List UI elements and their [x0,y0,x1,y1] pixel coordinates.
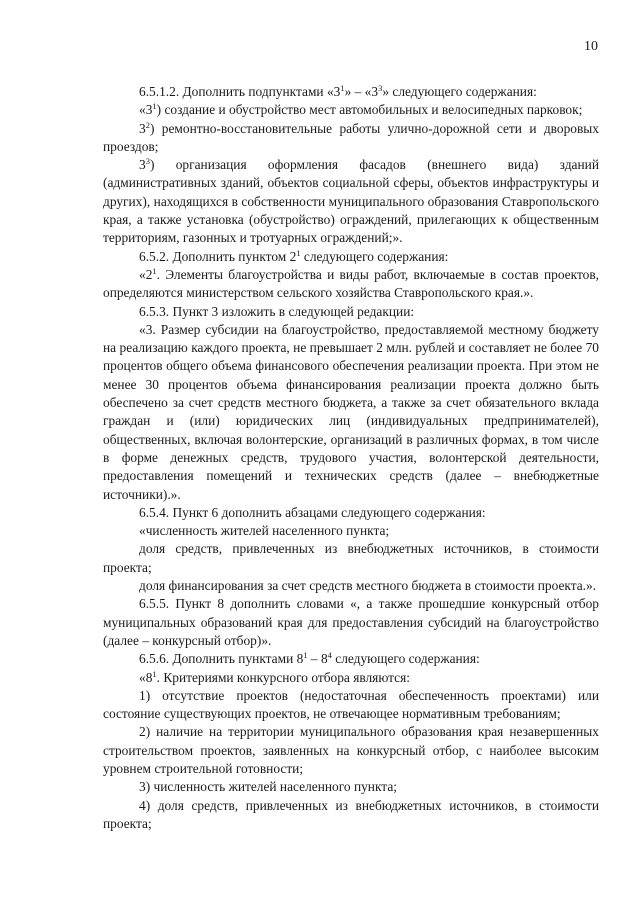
text-run: » – «3 [344,84,379,99]
superscript: 3 [145,156,150,167]
text-run: «3. Размер субсидии на благоустройство, предоставляемой местному бюджету на реализацию каждого проекта, не превышает 2 млн. рублей и составляет не более 70 процентов общего объема финансового обеспечения реализации проекта. При этом не менее 30 процентов объема финансирования реализации проекта должно быть обеспечено за счет средств местного бюджета, а также за счет обязательного вклада граждан и (или) юридических лиц (индивидуальных предпринимателей), общественных, включая волонтерские, организаций в различных формах, в том числе в форме денежных средств, трудового участия, волонтерской деятельности, предоставления помещений и технических средств (далее – внебюджетные источники).». [103,321,599,502]
paragraph [103,797,599,834]
paragraph [103,650,599,668]
paragraph [103,303,599,321]
text-run: 6.5.5. Пункт 8 дополнить словами «, а также прошедшие конкурсный отбор муниципальных образований края для предоставления субсидий на благоустройство (далее – конкурсный отбор)». [103,596,599,648]
paragraph [103,504,599,522]
superscript: 1 [303,650,308,661]
paragraph [103,266,599,303]
text-run: «2 [139,266,153,282]
superscript: 3 [378,83,383,93]
text-run: «численность жителей населенного пункта; [139,523,390,539]
paragraph [103,120,599,157]
text-run: 3) численность жителей населенного пункта; [139,779,397,795]
text-run: 4) доля средств, привлеченных из внебюджетных источников, в стоимости проекта; [103,797,599,831]
text-run: следующего содержания: [331,651,480,667]
paragraph [103,723,599,778]
text-run: ) создание и обустройство мест автомобильных и велосипедных парковок; [156,102,583,118]
text-run: 6.5.1.2. Дополнить подпунктами «3 [139,84,341,99]
text-run: . Элементы благоустройства и виды работ, включаемые в состав проектов, определяются министерством сельского хозяйства Ставропольского края.». [103,266,599,301]
text-run: 6.5.3. Пункт 3 изложить в следующей редакции: [139,303,415,319]
document-body [103,83,599,833]
text-run: следующего содержания: [300,248,449,264]
superscript: 1 [152,668,157,679]
text-run: «3 [139,102,153,118]
paragraph [103,540,599,577]
text-run: 3 [139,157,146,173]
text-run: 1) отсутствие проектов (недостаточная обеспеченность проектами) или состояние существующих проектов, не отвечающее нормативным требованиям; [103,687,599,722]
superscript: 4 [327,650,332,661]
text-run: 2) наличие на территории муниципального образования края незавершенных строительством проектов, заявленных на конкурсный отбор, с наиболее высоким уровнем строительной готовности; [103,724,599,776]
superscript: 1 [296,247,301,258]
paragraph [103,156,599,247]
paragraph [103,101,599,119]
paragraph [103,595,599,650]
text-run: 3 [139,120,146,136]
text-run: ) ремонтно-восстановительные работы улично-дорожной сети и дворовых проездов; [103,120,599,154]
text-run: ) организация оформления фасадов (внешнего вида) зданий (административных зданий, объектов социальной сферы, объектов инфраструктуры и других), находящихся в собственности муниципального образования Ставропольского края, а также установка (обустройство) ограждений, прилегающих к общественным территориям, газонных и тротуарных ограждений;». [103,157,599,246]
superscript: 1 [340,83,345,93]
text-run: доля финансирования за счет средств местного бюджета в стоимости проекта.». [139,578,597,594]
text-run: – 8 [307,651,328,667]
text-run: 6.5.4. Пункт 6 дополнить абзацами следующего содержания: [139,504,486,520]
text-run: . Критериями конкурсного отбора являются: [156,669,411,685]
paragraph [103,687,599,724]
text-run: доля средств, привлеченных из внебюджетных источников, в стоимости проекта; [103,541,599,575]
superscript: 2 [145,119,150,130]
text-run: » следующего содержания: [382,84,537,99]
text-run: 6.5.6. Дополнить пунктами 8 [139,651,304,667]
text-run: «8 [139,669,153,685]
paragraph [103,522,599,540]
paragraph [103,669,599,687]
paragraph [103,778,599,796]
superscript: 1 [152,101,157,112]
superscript: 1 [152,265,157,276]
paragraph [103,83,599,101]
paragraph [103,248,599,266]
text-run: 6.5.2. Дополнить пунктом 2 [139,248,297,264]
paragraph [103,577,599,595]
page-number: 10 [584,39,598,54]
paragraph [103,321,599,504]
